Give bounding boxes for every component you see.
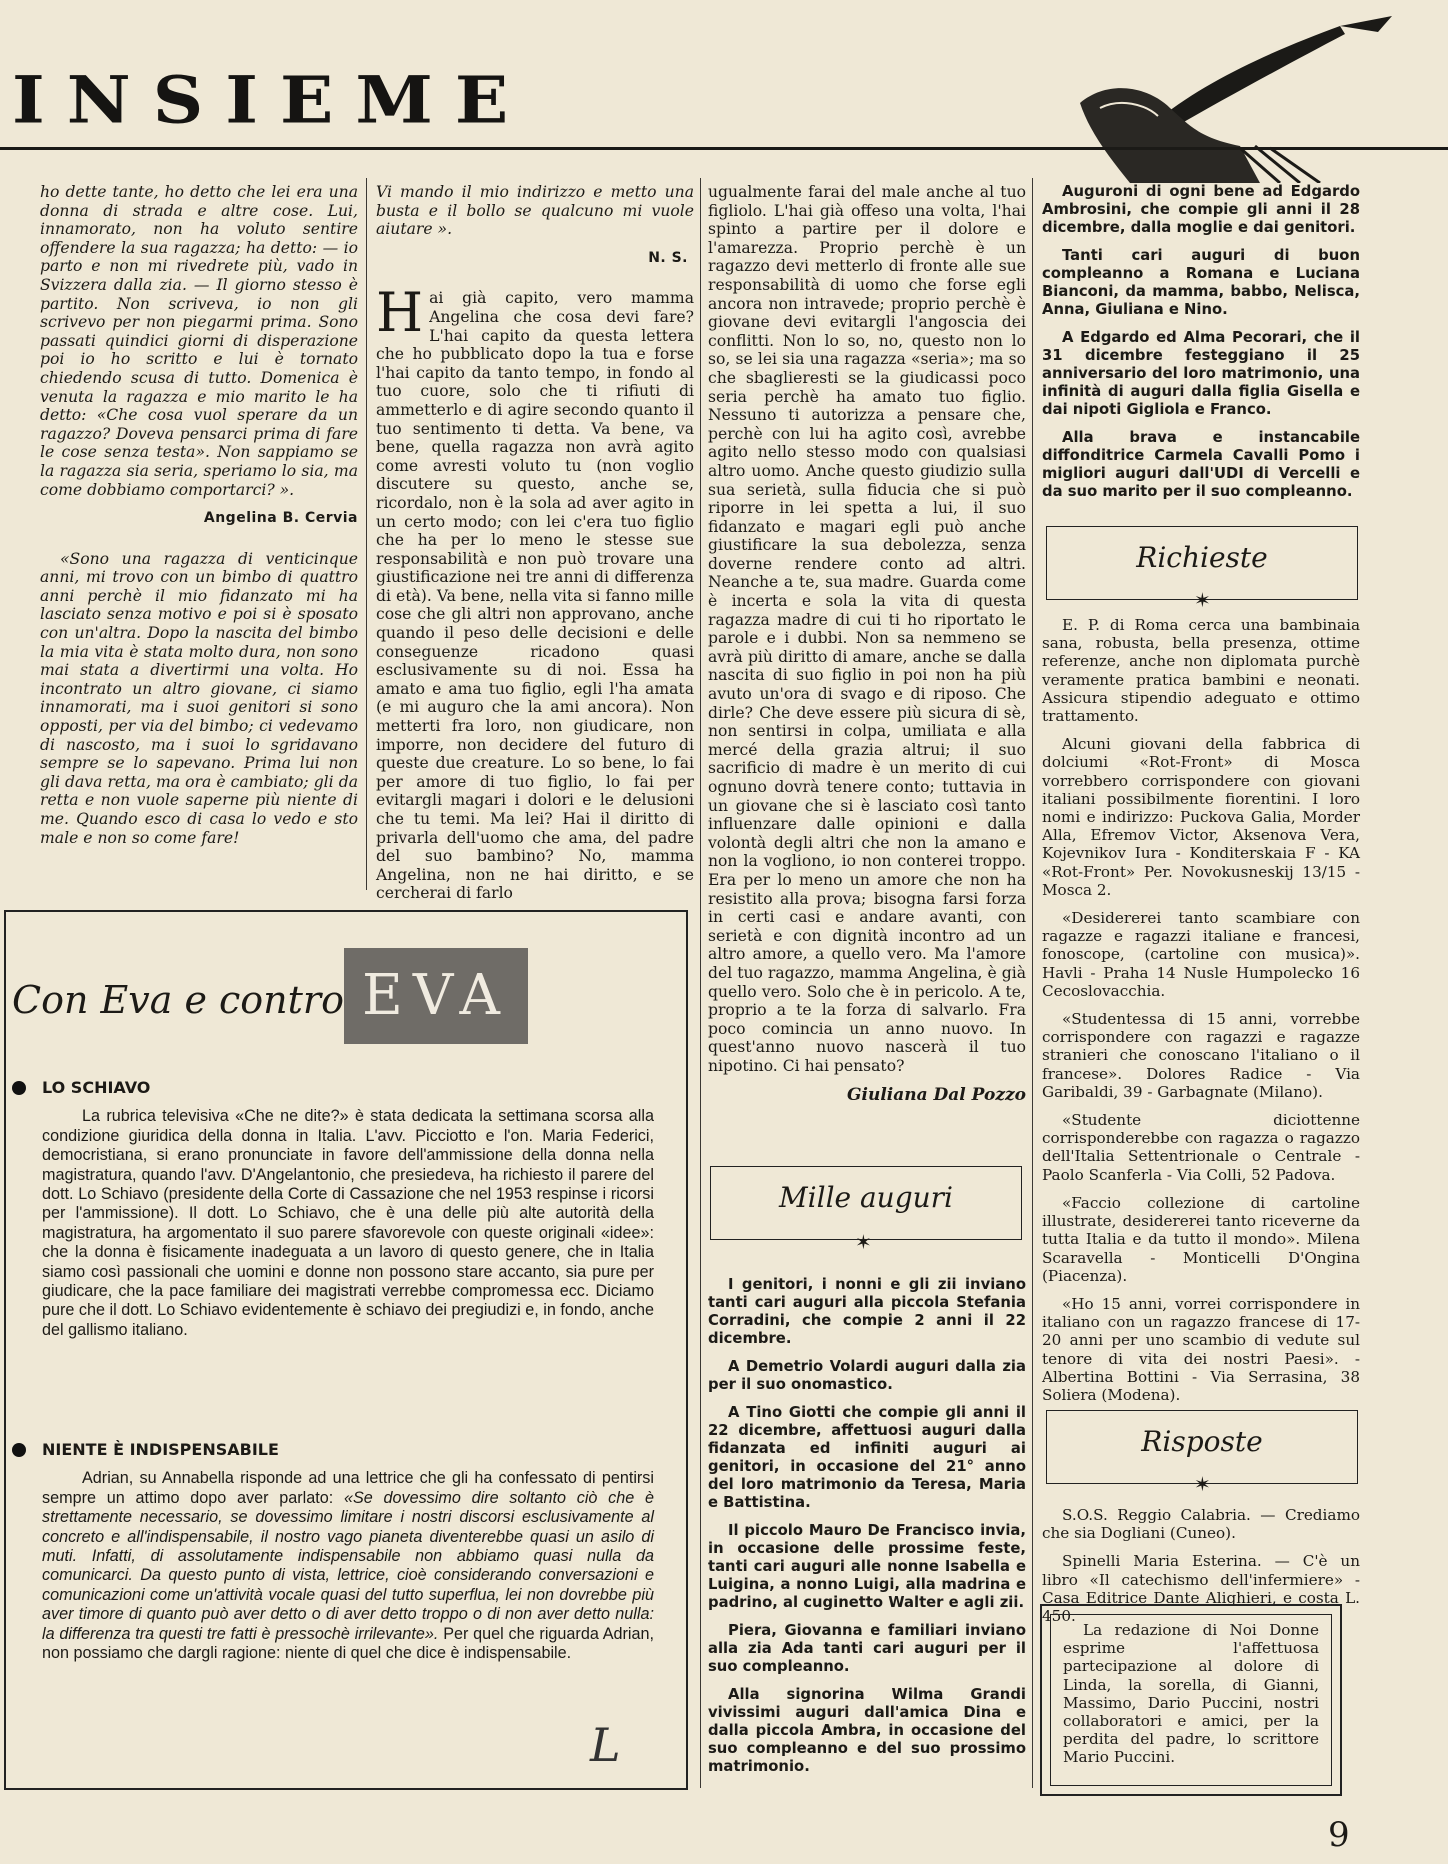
augurio-item: Il piccolo Mauro De Francisco invia, in occasione delle prossime feste, tanti cari auguri alle nonne Isabella e Luigina, a nonno Luigi, alla madrina e padrino, al cuginetto Walter e agli zii.: [708, 1522, 1026, 1611]
augurio-item: A Edgardo ed Alma Pecorari, che il 31 dicembre festeggiano il 25 anniversario del loro matrimonio, una infinità di auguri dalla figlia Gisella e dai nipoti Gigliola e Franco.: [1042, 329, 1360, 418]
richiesta-item: «Faccio collezione di cartoline illustrate, desidererei tanto riceverne da tutta Italia e da tutto il mondo». Milena Scaravella - Monticelli D'Ongina (Piacenza).: [1042, 1193, 1360, 1285]
signature-angelina: Angelina B. Cervia: [203, 510, 358, 527]
richieste-list: [1042, 616, 1360, 1414]
richiesta-item: «Studentessa di 15 anni, vorrebbe corrispondere con ragazzi e ragazze stranieri che conoscano l'italiano o il francese». Dolores Radice - Via Garibaldi, 39 - Garbagnate (Milano).: [1042, 1010, 1360, 1101]
column-2: [376, 183, 694, 913]
masthead-rule: [0, 147, 1448, 150]
risposta-item: S.O.S. Reggio Calabria. — Crediamo che sia Dogliani (Cuneo).: [1042, 1506, 1360, 1543]
masthead-title: INSIEME: [12, 62, 531, 139]
risposta-item: Spinelli Maria Esterina. — C'è un libro «Il catechismo dell'infermiere» - Casa Editrice Dante Alighieri, e costa L. 450.: [1042, 1552, 1360, 1626]
richiesta-item: Alcuni giovani della fabbrica di dolciumi «Rot-Front» di Mosca vorrebbero corrispondere con giovani italiani possibilmente fiorentini. I loro nomi e indirizzo: Puckova Galia, Morder Alla, Efremov Victor, Aksenova Vera, Kojevnikov Iura - Konditerskaia F - KA «Rot-Front» Per. Novokusneskij 13/15 - Mosca 2.: [1042, 735, 1360, 899]
column-divider: [366, 178, 367, 890]
signature-ns: N. S.: [648, 249, 688, 266]
column-4-auguri: [1042, 183, 1360, 511]
section-body: Adrian, su Annabella risponde ad una lettrice che gli ha confessato di pentirsi sempre un attimo dopo aver parlato: «Se dovessimo dire soltanto ciò che è strettamente necessario, se dovessimo limitare i nostri discorsi esclusivamente al concreto e all'indispensabile, il nostro vago pianeta diventerebbe quasi un asilo di muti. Infatti, di assolutamente indispensabile non abbiamo quasi nulla da comunicarci. Da questo punto di vista, lettrice, cioè considerando conversazioni e comunicazioni come un'attività vocale quasi del tutto superflua, lei non dovrebbe più aver timore di quanto può aver detto o di aver detto troppo o di non aver detto nulla: la differenza tra questi tre fatti è pressochè irrilevante». Per quel che riguarda Adrian, non possiamo che dargli ragione: niente di quel che dice è indispensabile.: [42, 1469, 655, 1663]
column-divider: [700, 178, 701, 1788]
section-body: La rubrica televisiva «Che ne dite?» è stata dedicata la settimana scorsa alla condizione giuridica della donna in Italia. L'avv. Picciotto e l'on. Maria Federici, democristiana, si erano pronunciate in favore dell'ammissione della donna nella magistratura, quando l'avv. D'Angelantonio, che presiedeva, ha richiesto il parere del dott. Lo Schiavo (presidente della Corte di Cassazione che nel 1953 respinse i ricorsi per l'ammissione). Il dott. Lo Schiavo, che è una delle più alte autorità della magistratura, ha argomentato il suo parere sfavorevole con queste originali «idee»: che la donna è fisicamente inadeguata a un lavoro di questo genere, che in Italia siamo così passionali che uomini e donne non possono stare accanto, sia pure per giudicare, che la pace familiare dei magistrati verrebbe compromessa ecc. Diciamo pure che il dott. Lo Schiavo evidentemente è schiavo dei pregiudizi e, in fondo, anche del gallismo italiano.: [42, 1107, 654, 1339]
augurio-item: Piera, Giovanna e familiari inviano alla zia Ada tanti cari auguri per il suo compleanno.: [708, 1622, 1026, 1675]
page-number: 9: [1328, 1815, 1350, 1855]
star-icon: ✶: [1194, 1472, 1211, 1496]
quill-hand-illustration-icon: [1040, 8, 1400, 183]
eva-word: EVA: [344, 948, 528, 1044]
column-3: [708, 183, 1026, 1104]
star-icon: ✶: [855, 1230, 872, 1254]
richiesta-item: «Studente diciottenne corrisponderebbe con ragazza o ragazzo dell'Italia Settentrionale o Centrale - Paolo Scanferla - Via Colli, 52 Padova.: [1042, 1111, 1360, 1184]
condolence-notice: [1040, 1604, 1342, 1796]
letter-1-end: ho dette tante, ho detto che lei era una donna di strada e altre cose. Lui, innamorato, non ha voluto sentire offendere la sua ragazza; ha detto: — io parto e non mi rivedrete più, vado in Svizzera dalla zia. — Il giorno stesso è partito. Non scriveva, io non gli scrivevo per non piegarmi prima. Sono passati quindici giorni di disperazione poi io ho scritto e lui è tornato chiedendo scusa di tutto. Domenica è venuta la ragazza e mio marito le ha detto: «Che cosa vuol sperare da un ragazzo? Doveva pensarci prima di fare le cose senza testa». Non sappiamo se la ragazza sia seria, speriamo lo sia, ma come dobbiamo comportarci? ».: [40, 183, 358, 499]
star-icon: ✶: [1194, 588, 1211, 612]
eva-section-indispensabile: [42, 1440, 654, 1663]
augurio-item: Auguroni di ogni bene ad Edgardo Ambrosini, che compie gli anni il 28 dicembre, dalla moglie e dai genitori.: [1042, 183, 1360, 236]
richiesta-item: E. P. di Roma cerca una bambinaia sana, robusta, bella presenza, ottime referenze, anche non diplomata purchè veramente pratica bambini e neonati. Assicura stipendio adeguato e ottimo trattamento.: [1042, 616, 1360, 726]
richiesta-item: «Desidererei tanto scambiare con ragazze e ragazzi italiane e francesi, fonoscope, (cartoline con musica)». Havli - Praha 14 Nusle Humpolecko 16 Cecoslovacchia.: [1042, 909, 1360, 1000]
section-quote: «Se dovessimo dire soltanto ciò che è strettamente necessario, se dovessimo limitare i nostri discorsi esclusivamente al concreto e all'indispensabile, il nostro vago pianeta diventerebbe quasi un asilo di muti. Infatti, di assolutamente indispensabile non abbiamo quasi nulla da comunicarci. Da questo punto di vista, lettrice, cioè considerando conversazioni e comunicazioni come un'attività vocale quasi del tutto superflua, lei non dovrebbe più aver timore di quanto può aver detto o di aver detto troppo o di non aver detto nulla: la differenza tra questi tre fatti è pressochè irrilevante».: [42, 1488, 654, 1643]
signature-giuliana: Giuliana Dal Pozzo: [846, 1084, 1026, 1105]
augurio-item: I genitori, i nonni e gli zii inviano tanti cari auguri alla piccola Stefania Corradini, che compie 2 anni il 22 dicembre.: [708, 1276, 1026, 1347]
reply-continued: ugualmente farai del male anche al tuo figliolo. L'hai già offeso una volta, l'hai spinto a partire per il dolore e l'amarezza. Proprio perchè è un ragazzo devi metterlo di fronte alle sue responsabilità di uomo che forse egli ancora non intravede; proprio perchè è giovane devi evitargli l'angoscia dei conflitti. Non lo so, no, questo non lo so, se lei sia una ragazza «seria»; ma so che sbaglieresti se la giudicassi poco seria perchè ha amato tuo figlio. Nessuno ti autorizza a pensare che, perchè con lui ha agito così, avrebbe agito nello stesso modo con qualsiasi altro uomo. Anche questo giudizio sulla sua serietà, sulla fiducia che si può riporre in lei spetta a lui, il suo fidanzato e magari egli può anche giustificare la sua debolezza, senza doverne rendere conto ad altri. Neanche a te, sua madre. Guarda come è incerta e sola la vita di questa ragazza madre di cui ti ho riportato le parole e i dubbi. Non sa nemmeno se avrà più diritto di amare, anche se dalla nascita di suo figlio in poi non ha più avuto un'ora di svago e di riposo. Che dirle? Che deve essere più sicura di sè, non sentirsi in colpa, umiliata e alla mercé della grazia altrui; il suo sacrificio di madre è un merito di cui ognuno dovrà tenere conto; tuttavia in un giovane che si è lasciato così tanto influenzare dalle opinioni e dalla volontà degli altri che non la amano e non la vogliono, io non conterei troppo. Era per lo meno un amore che non ha resistito alla prova; bisogna farsi forza in certi casi e andare avanti, con serietà e con dignità incontro ad un altro amore, a quello vero. Ma l'amore del tuo ragazzo, mamma Angelina, è già quello vero. Solo che è in pericolo. A te, proprio a te la forza di salvarlo. Fra poco comincia un anno nuovo. In quest'anno nuovo nascerà il tuo nipotino. Ci hai pensato?: [708, 183, 1026, 1075]
letter-2-end: Vi mando il mio indirizzo e metto una busta e il bollo se qualcuno mi vuole aiutare ».: [376, 183, 694, 239]
bullet-icon: [12, 1443, 26, 1457]
column-1: [40, 183, 358, 857]
mille-auguri-list: [708, 1276, 1026, 1786]
reply-start: [376, 281, 694, 903]
section-heading: LO SCHIAVO: [38, 1078, 654, 1097]
column-divider: [1032, 178, 1033, 1788]
augurio-item: A Tino Giotti che compie gli anni il 22 dicembre, affettuosi auguri dalla fidanzata ed infiniti auguri ai genitori, in occasione del 21° anno del loro matrimonio da Teresa, Maria e Battistina.: [708, 1404, 1026, 1511]
mille-auguri-header: [710, 1166, 1022, 1240]
bullet-icon: [12, 1081, 26, 1095]
richieste-title: Richieste: [1136, 541, 1268, 574]
mille-auguri-title: Mille auguri: [778, 1181, 954, 1214]
masthead: [0, 0, 1448, 160]
risposte-title: Risposte: [1141, 1425, 1263, 1458]
signature-l: L: [590, 1718, 621, 1772]
augurio-item: A Demetrio Volardi auguri dalla zia per il suo onomastico.: [708, 1358, 1026, 1393]
drop-cap: H: [376, 281, 424, 345]
letter-2: «Sono una ragazza di venticinque anni, mi trovo con un bimbo di quattro anni perchè il mio fidanzato mi ha lasciato senza motivo e poi si è sposato con un'altra. Dopo la nascita del bimbo la mia vita è stata molto dura, non sono mai stata a divertirmi una volta. Ho incontrato un altro giovane, ci siamo innamorati, ma i suoi genitori si sono opposti, per via del bimbo; ci vedevamo di nascosto, ma i suoi lo sgridavano sempre se lo sapevano. Prima lui non gli dava retta, ma ora è cambiato; gli da retta e non vuole saperne più niente di me. Quando esco di casa lo vedo e sto male e non so come fare!: [40, 549, 358, 847]
eva-label: Con Eva e contro: [12, 978, 344, 1022]
augurio-item: Alla brava e instancabile diffonditrice Carmela Cavalli Pomo i migliori auguri dall'UDI di Vercelli e da suo marito per il suo compleanno.: [1042, 429, 1360, 500]
augurio-item: Alla signorina Wilma Grandi vivissimi auguri dall'amica Dina e dalla piccola Ambra, in occasione del suo compleanno e del suo prossimo matrimonio.: [708, 1686, 1026, 1775]
condolence-text: La redazione di Noi Donne esprime l'affettuosa partecipazione al dolore di Linda, la sorella, di Gianni, Massimo, Dario Puccini, nostri collaboratori e amici, per la perdita del padre, lo scrittore Mario Puccini.: [1050, 1614, 1332, 1786]
reply-text: ai già capito, vero mamma Angelina che cosa devi fare? L'hai capito da questa lettera che ho pubblicato dopo la tua e forse l'hai capito da tanto tempo, in fondo al tuo cuore, solo che ti rifiuti di ammetterlo e di agire secondo quanto il tuo sentimento ti detta. Va bene, va bene, quella ragazza non avrà agito come avresti voluto tu (non voglio discutere su questo, anche se, ricordalo, non è la sola ad aver agito in un certo modo; con lei c'era tuo figlio che ha per lo meno le stesse sue responsabilità e non può trovare una giustificazione nei tre anni di differenza di età). Va bene, nella vita si fanno mille cose che gli altri non approvano, anche quando il peso delle decisioni e delle conseguenze ricadono quasi esclusivamente su di noi. Essa ha amato e ama tuo figlio, egli l'ha amata (e mi auguro che la ami ancora). Non metterti fra loro, non giudicare, non imporre, non decidere del futuro di queste due creature. Lo so bene, lo fai per amore di tuo figlio, lo fai per evitargli magari i dolori e le delusioni che tu temi. Ma lei? Hai il diritto di privarla dell'uomo che ama, del padre del suo bambino? No, mamma Angelina, non ne hai diritto, e se cercherai di farlo: [376, 289, 694, 903]
augurio-item: Tanti cari auguri di buon compleanno a Romana e Luciana Bianconi, da mamma, babbo, Nelisca, Anna, Giuliana e Nino.: [1042, 247, 1360, 318]
richiesta-item: «Ho 15 anni, vorrei corrispondere in italiano con un ragazzo francese di 17-20 anni per uno scambio di vedute sul tenore di vita dei nostri Paesi». - Albertina Bottini - Via Serrasina, 38 Soliera (Modena).: [1042, 1294, 1360, 1404]
eva-header: [12, 940, 672, 1045]
eva-section-schiavo: [42, 1078, 654, 1340]
section-heading: NIENTE È INDISPENSABILE: [38, 1440, 654, 1459]
